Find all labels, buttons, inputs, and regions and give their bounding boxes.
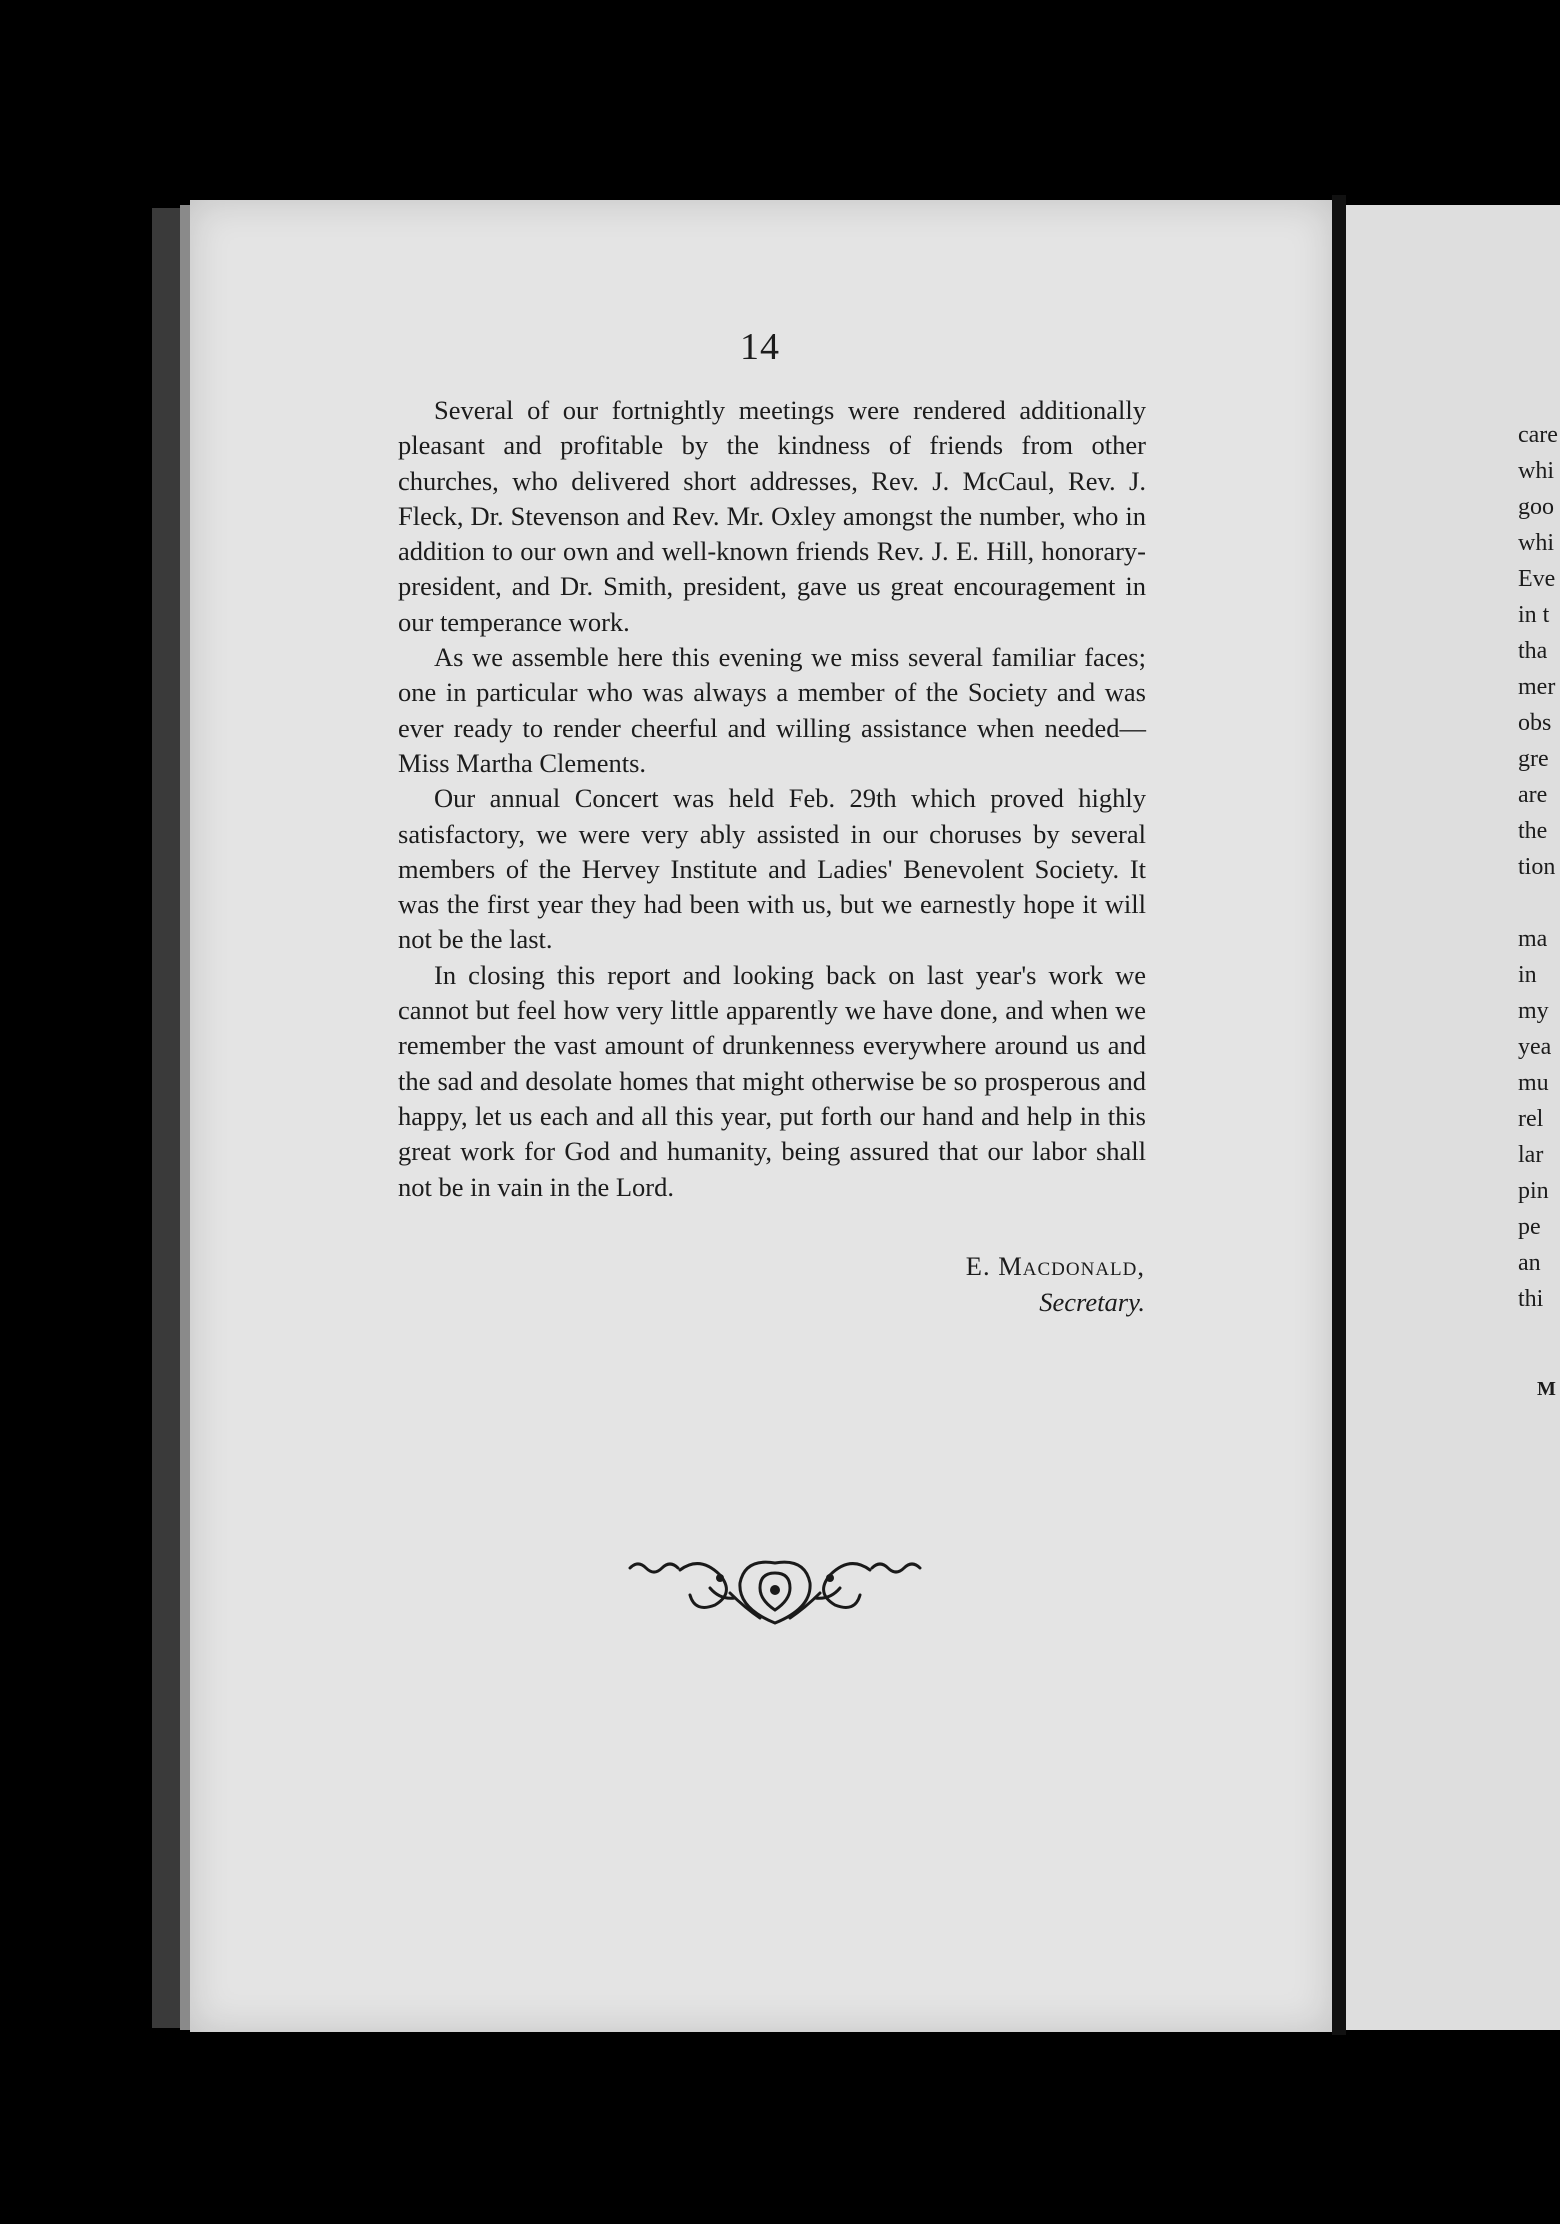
fragment-line: lar [1518, 1142, 1544, 1168]
fragment-line: mu [1518, 1070, 1549, 1096]
fleuron-ornament-icon [620, 1548, 930, 1628]
fragment-line: ma [1518, 926, 1548, 952]
paragraph: In closing this report and looking back on last year's work we cannot but feel how very little apparently we have done, and when we remember the vast amount of drunkenness everywhere around us and the sad and desolate homes that might otherwise be so prosperous and happy, let us each and all this year, put forth our hand and help in this great work for God and humanity, being assured that our labor shall not be in vain in the Lord. [398, 959, 1146, 1202]
body-text [398, 393, 1146, 1205]
paragraph: Several of our fortnightly meetings were rendered additionally pleasant and profitable by the kindness of friends from other churches, who delivered short addresses, Rev. J. McCaul, Rev. J. Fleck, Dr. Stevenson and Rev. Mr. Oxley amongst the number, who in addition to our own and well-known friends Rev. J. E. Hill, honorary-president, and Dr. Smith, president, gave us great encouragement in our temperance work. [398, 395, 1146, 637]
fragment-line: an [1518, 1250, 1541, 1276]
fragment-line: goo [1518, 494, 1554, 520]
fragment-line: tha [1518, 638, 1548, 664]
signature-title: Secretary. [1039, 1287, 1145, 1317]
signature-block [966, 1248, 1145, 1320]
fragment-line: gre [1518, 746, 1549, 772]
fragment-line: Eve [1518, 566, 1556, 592]
facing-page-footer: M [1537, 1378, 1557, 1400]
fragment-line: my [1518, 998, 1549, 1024]
paragraph: Our annual Concert was held Feb. 29th which proved highly satisfactory, we were very ably assisted in our choruses by several members of the Hervey Institute and Ladies' Benevolent Society. It was the first year they had been with us, but we earnestly hope it will not be the last. [398, 783, 1146, 955]
fragment-line: care [1518, 422, 1558, 448]
page-number: 14 [740, 326, 780, 368]
fragment-line: whi [1518, 530, 1554, 556]
fragment-line: pin [1518, 1178, 1549, 1204]
fragment-line: mer [1518, 674, 1556, 700]
book-spine [1332, 195, 1346, 2035]
fragment-line: in [1518, 962, 1537, 988]
fragment-line: obs [1518, 710, 1552, 736]
fragment-line: tion [1518, 854, 1556, 880]
fragment-line: the [1518, 818, 1548, 844]
fragment-line: thi [1518, 1286, 1544, 1312]
fragment-line: are [1518, 782, 1548, 808]
fragment-line: pe [1518, 1214, 1541, 1240]
fragment-line: yea [1518, 1034, 1552, 1060]
scanner-frame-left [152, 208, 180, 2028]
fragment-line: in t [1518, 602, 1550, 628]
facing-page-text [1518, 417, 1558, 1317]
paragraph: As we assemble here this evening we miss several familiar faces; one in particular who was always a member of the Society and was ever ready to render cheerful and willing assistance when needed—Miss Martha Clements. [398, 642, 1146, 778]
fragment-line: whi [1518, 458, 1554, 484]
signature-name: E. Macdonald, [965, 1251, 1145, 1281]
fragment-line: rel [1518, 1106, 1544, 1132]
